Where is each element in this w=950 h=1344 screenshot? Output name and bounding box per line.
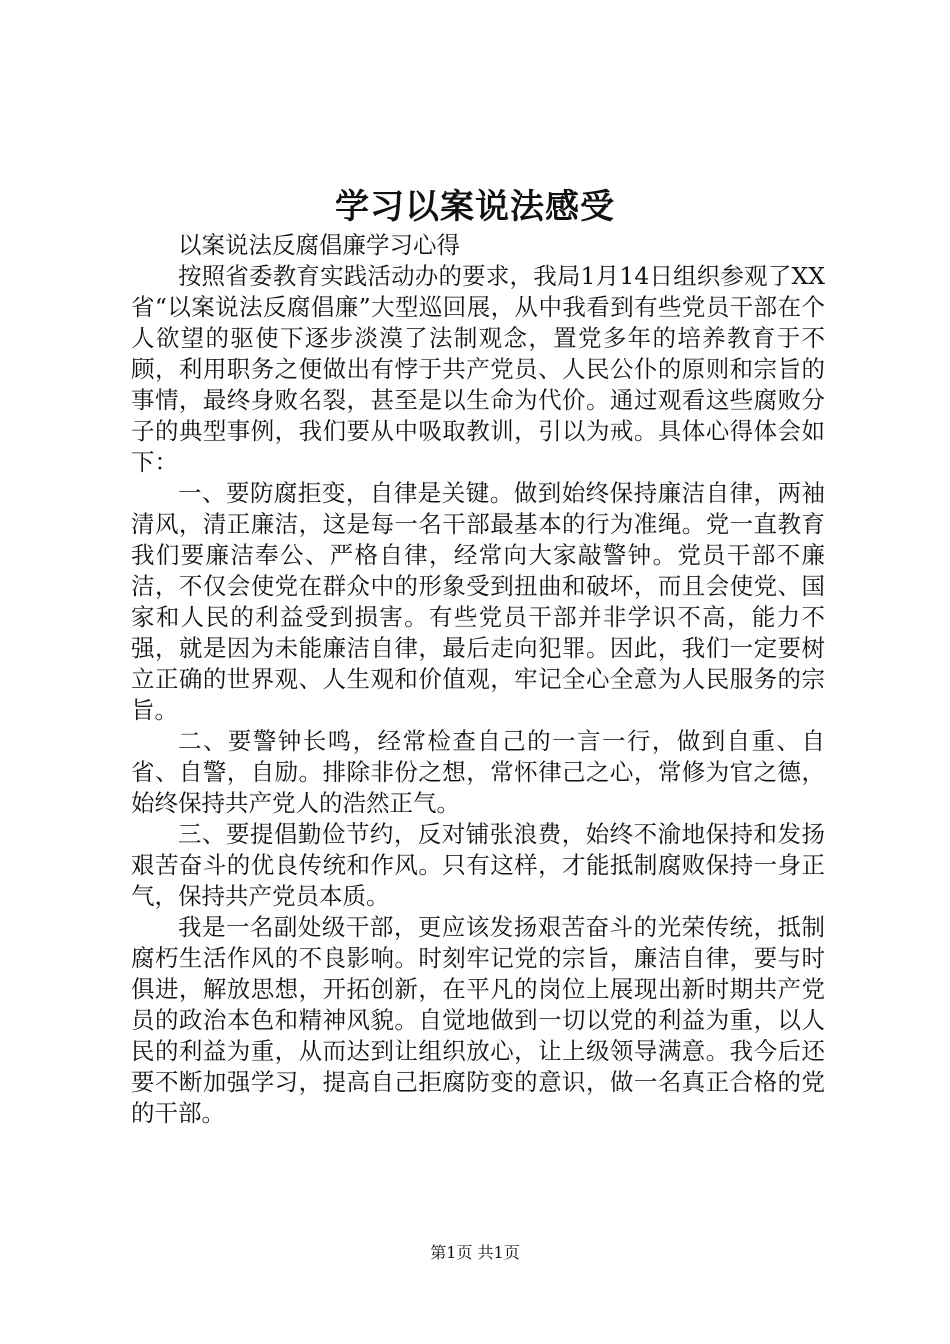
document-body	[131, 230, 825, 1129]
document-title: 学习以案说法感受	[335, 187, 615, 227]
paragraph-point-3: 三、要提倡勤俭节约，反对铺张浪费，始终不渝地保持和发扬艰苦奋斗的优良传统和作风。只有这样，才能抵制腐败保持一身正气，保持共产党员本质。	[131, 820, 825, 910]
paragraph-point-2: 二、要警钟长鸣，经常检查自己的一言一行，做到自重、自省、自警，自励。排除非份之想，常怀律己之心，常修为官之德，始终保持共产党人的浩然正气。	[131, 727, 825, 817]
paragraph-conclusion: 我是一名副处级干部，更应该发扬艰苦奋斗的光荣传统，抵制腐朽生活作风的不良影响。时刻牢记党的宗旨，廉洁自律，要与时俱进，解放思想，开拓创新，在平凡的岗位上展现出新时期共产党员的政治本色和精神风貌。自觉地做到一切以党的利益为重，以人民的利益为重，从而达到让组织放心，让上级领导满意。我今后还要不断加强学习，提高自己拒腐防变的意识，做一名真正合格的党的干部。	[131, 913, 825, 1127]
paragraph-intro: 按照省委教育实践活动办的要求，我局1月14日组织参观了XX省“以案说法反腐倡廉”大型巡回展，从中我看到有些党员干部在个人欲望的驱使下逐步淡漠了法制观念，置党多年的培养教育于不顾，利用职务之便做出有悖于共产党员、人民公仆的原则和宗旨的事情，最终身败名裂，甚至是以生命为代价。通过观看这些腐败分子的典型事例，我们要从中吸取教训，引以为戒。具体心得体会如下：	[131, 262, 825, 476]
paragraph-point-1: 一、要防腐拒变，自律是关键。做到始终保持廉洁自律，两袖清风，清正廉洁，这是每一名干部最基本的行为准绳。党一直教育我们要廉洁奉公、严格自律，经常向大家敲警钟。党员干部不廉洁，不仅会使党在群众中的形象受到扭曲和破坏，而且会使党、国家和人民的利益受到损害。有些党员干部并非学识不高，能力不强，就是因为未能廉洁自律，最后走向犯罪。因此，我们一定要树立正确的世界观、人生观和价值观，牢记全心全意为人民服务的宗旨。	[131, 479, 825, 724]
document-subtitle: 以案说法反腐倡廉学习心得	[178, 231, 460, 259]
page-number-footer: 第1页 共1页	[430, 1243, 520, 1262]
